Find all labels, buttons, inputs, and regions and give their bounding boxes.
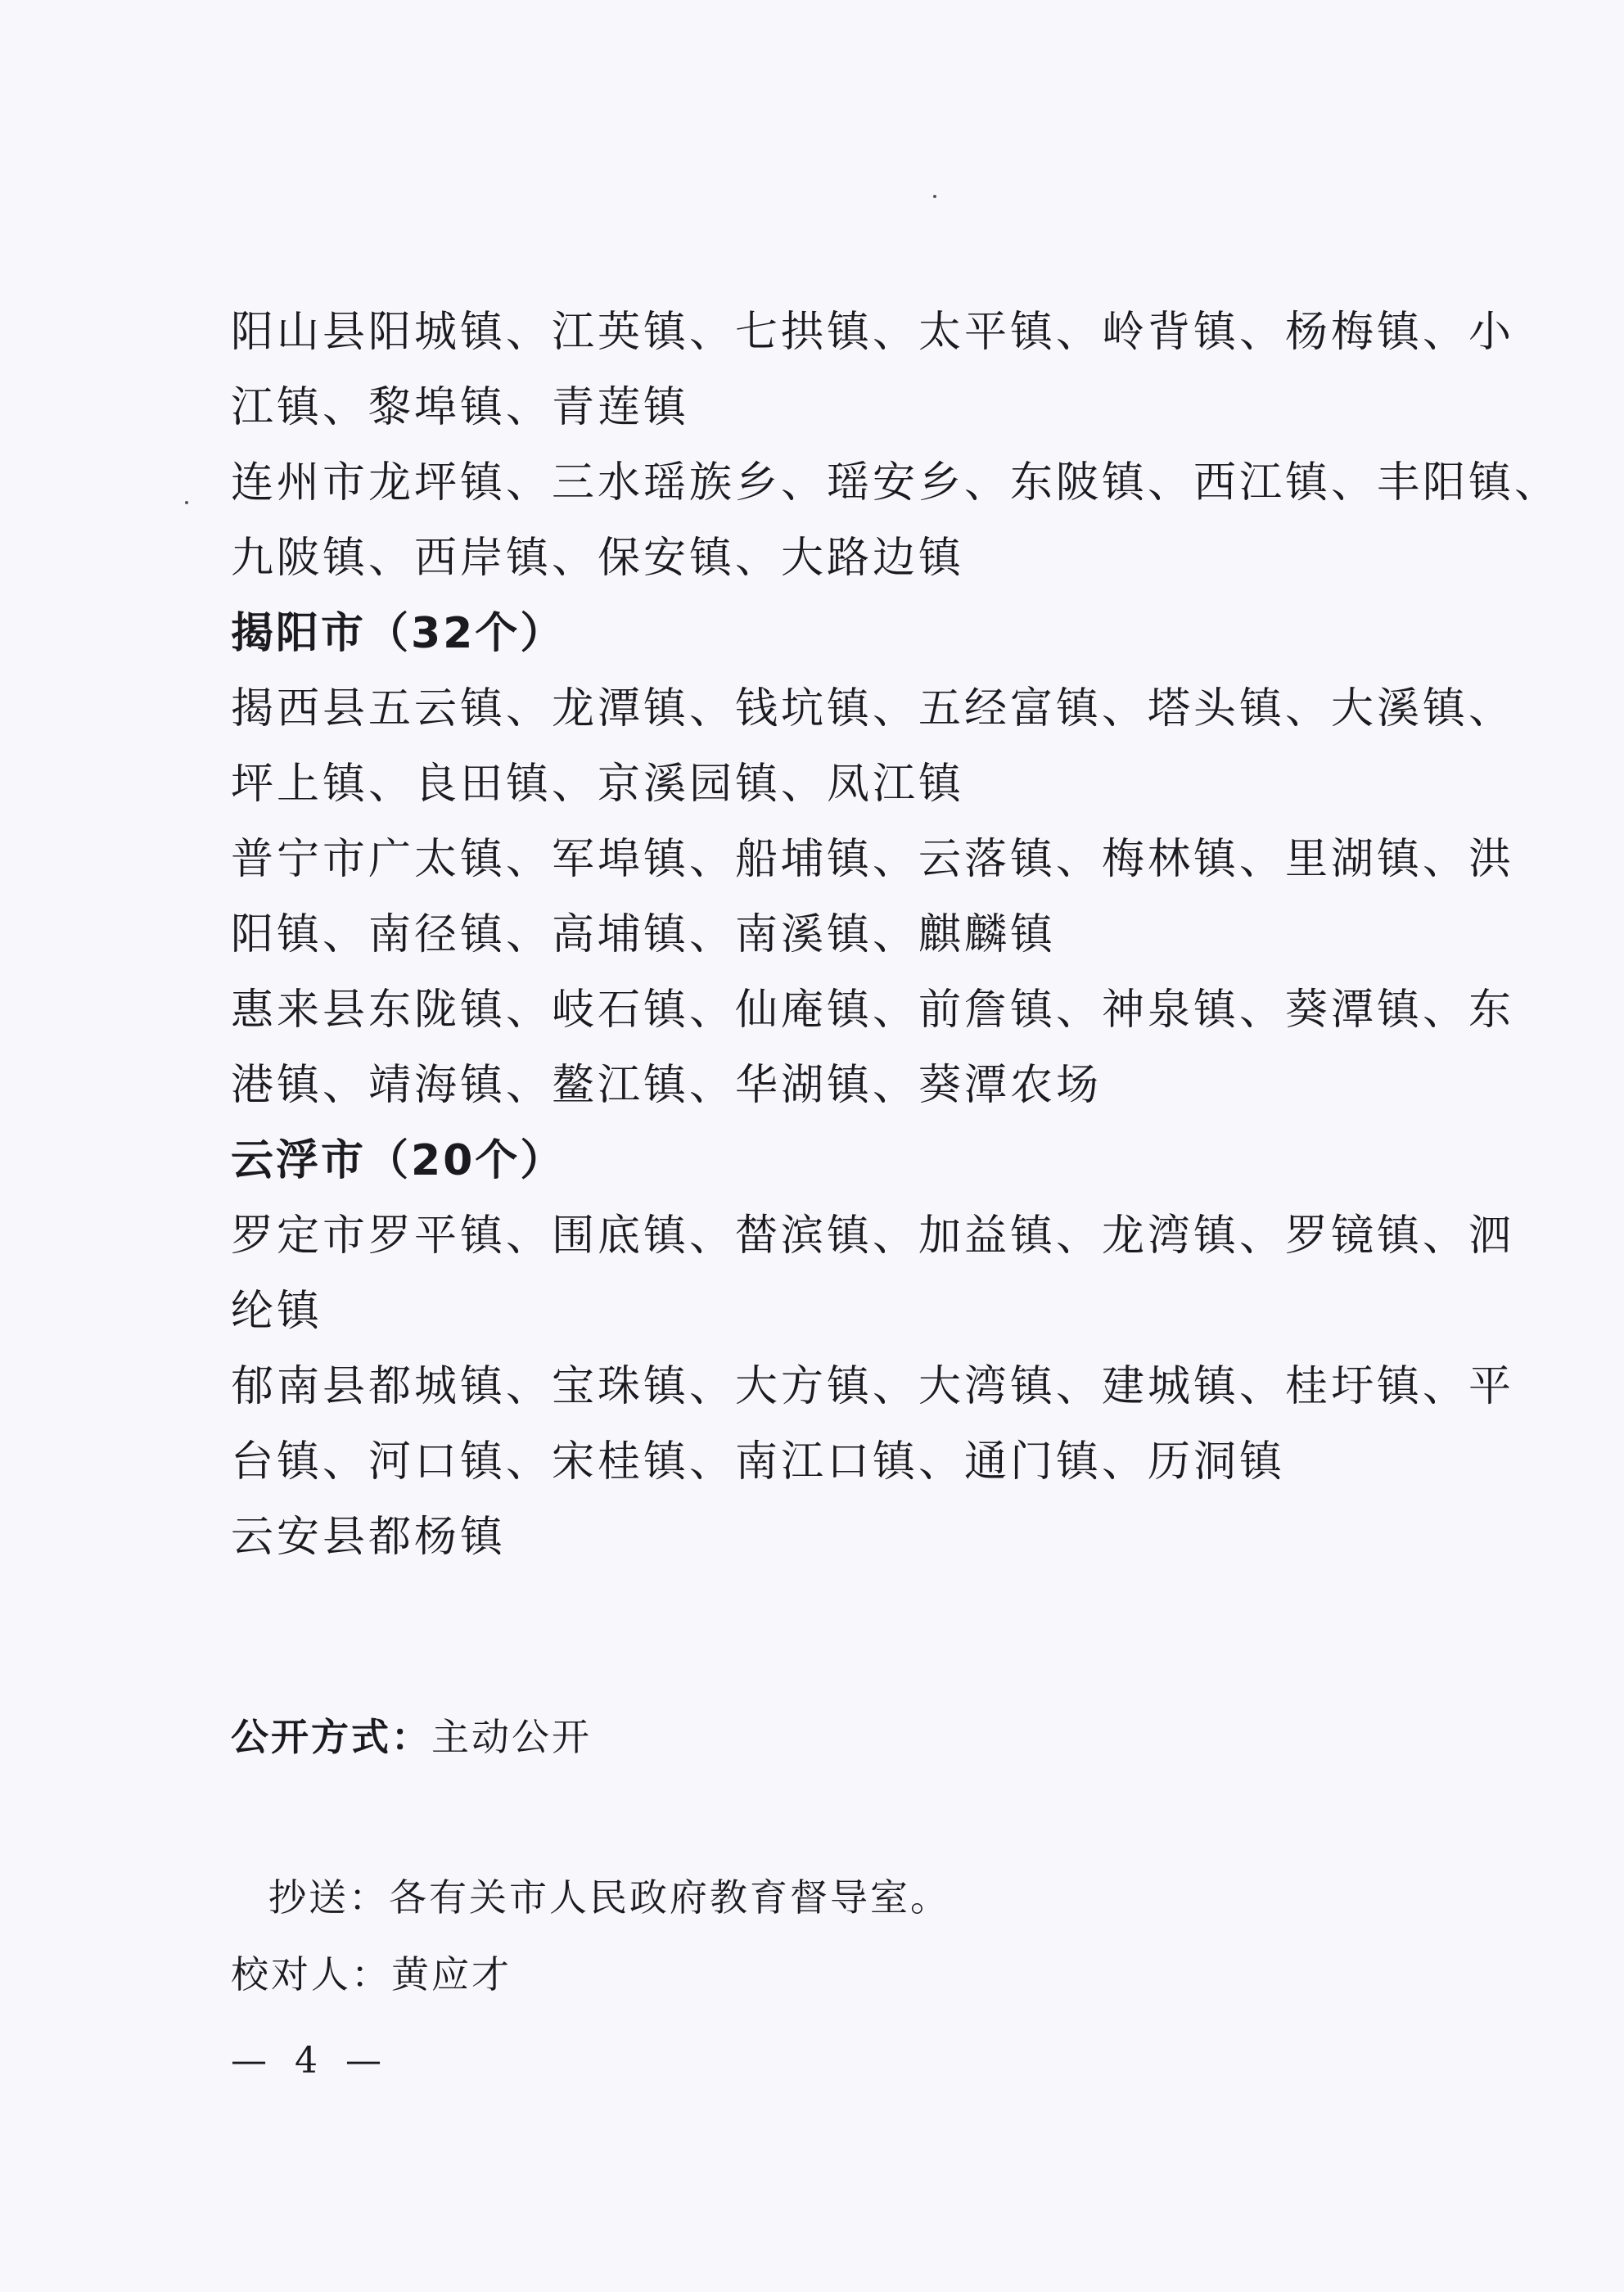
list-line: 云安县都杨镇	[231, 1513, 507, 1562]
disclosure-line	[231, 1708, 592, 1762]
page-number: — 4 —	[231, 2040, 390, 2082]
list-line: 罗定市罗平镇、围底镇、榃滨镇、加益镇、龙湾镇、罗镜镇、泗	[231, 1211, 1515, 1261]
list-line: 纶镇	[231, 1287, 323, 1336]
list-line: 台镇、河口镇、宋桂镇、南江口镇、通门镇、历洞镇	[231, 1437, 1286, 1487]
list-line: 揭西县五云镇、龙潭镇、钱坑镇、五经富镇、塔头镇、大溪镇、	[231, 684, 1515, 733]
list-line: 港镇、靖海镇、鳌江镇、华湖镇、葵潭农场	[231, 1061, 1103, 1110]
list-line: 阳山县阳城镇、江英镇、七拱镇、太平镇、岭背镇、杨梅镇、小	[231, 308, 1515, 357]
list-line: 九陂镇、西岸镇、保安镇、大路边镇	[231, 534, 965, 583]
list-line: 普宁市广太镇、军埠镇、船埔镇、云落镇、梅林镇、里湖镇、洪	[231, 835, 1515, 884]
disclosure-value: 主动公开	[431, 1715, 592, 1759]
list-line: 江镇、黎埠镇、青莲镇	[231, 383, 690, 432]
disclosure-label: 公开方式：	[231, 1715, 431, 1759]
scan-speck	[185, 501, 188, 504]
town-list-continued	[231, 295, 1561, 1575]
cc-line: 抄送：各有关市人民政府教育督导室。	[268, 1875, 950, 1920]
scan-speck	[933, 195, 936, 198]
section-heading-jieyang: 揭阳市（32个）	[231, 609, 566, 658]
list-line: 郁南县都城镇、宝珠镇、大方镇、大湾镇、建城镇、桂圩镇、平	[231, 1362, 1515, 1411]
list-line: 连州市龙坪镇、三水瑶族乡、瑶安乡、东陂镇、西江镇、丰阳镇、	[231, 458, 1561, 508]
section-heading-yunfu: 云浮市（20个）	[231, 1136, 566, 1185]
list-line: 坪上镇、良田镇、京溪园镇、凤江镇	[231, 760, 965, 809]
proofreader-line: 校对人：黄应才	[231, 1952, 512, 1996]
list-line: 阳镇、南径镇、高埔镇、南溪镇、麒麟镇	[231, 910, 1057, 959]
list-line: 惠来县东陇镇、岐石镇、仙庵镇、前詹镇、神泉镇、葵潭镇、东	[231, 986, 1515, 1035]
